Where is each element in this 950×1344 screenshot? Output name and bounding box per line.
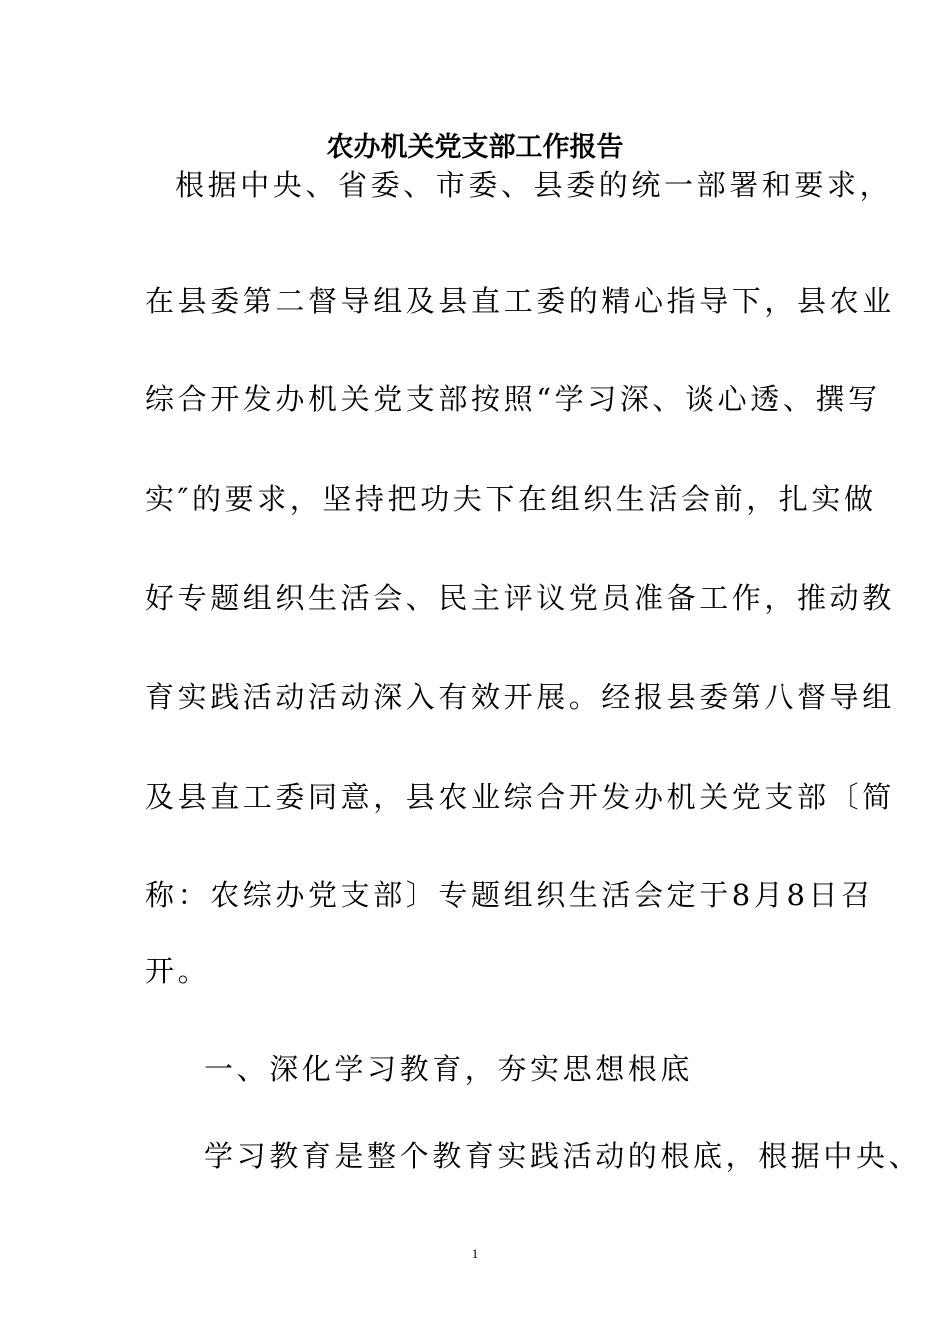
paragraph-line-3: 综合开发办机关党支部按照“学习深、谈心透、撰写 xyxy=(145,382,881,416)
paragraph-line-10: 学习教育是整个教育实践活动的根底，根据中央、 xyxy=(204,1139,922,1173)
section-heading: 一、深化学习教育，夯实思想根底 xyxy=(204,1052,694,1086)
paragraph-line-6: 育实践活动活动深入有效开展。经报县委第八督导组 xyxy=(145,680,895,714)
paragraph-line-4: 实″的要求，坚持把功夫下在组织生活会前，扎实做 xyxy=(145,482,877,516)
document-title: 农办机关党支部工作报告 xyxy=(326,132,624,163)
paragraph-line-2: 在县委第二督导组及县直工委的精心指导下，县农业 xyxy=(145,284,895,318)
paragraph-line-8: 称：农综办党支部〕专题组织生活会定于8月8日召 xyxy=(145,878,874,912)
paragraph-line-9: 开。 xyxy=(145,954,211,988)
paragraph-line-1: 根据中央、省委、市委、县委的统一部署和要求， xyxy=(175,168,893,202)
paragraph-line-7: 及县直工委同意，县农业综合开发办机关党支部〔简 xyxy=(145,780,895,814)
page-number: 1 xyxy=(471,1246,479,1261)
paragraph-line-5: 好专题组织生活会、民主评议党员准备工作，推动教 xyxy=(145,581,895,615)
